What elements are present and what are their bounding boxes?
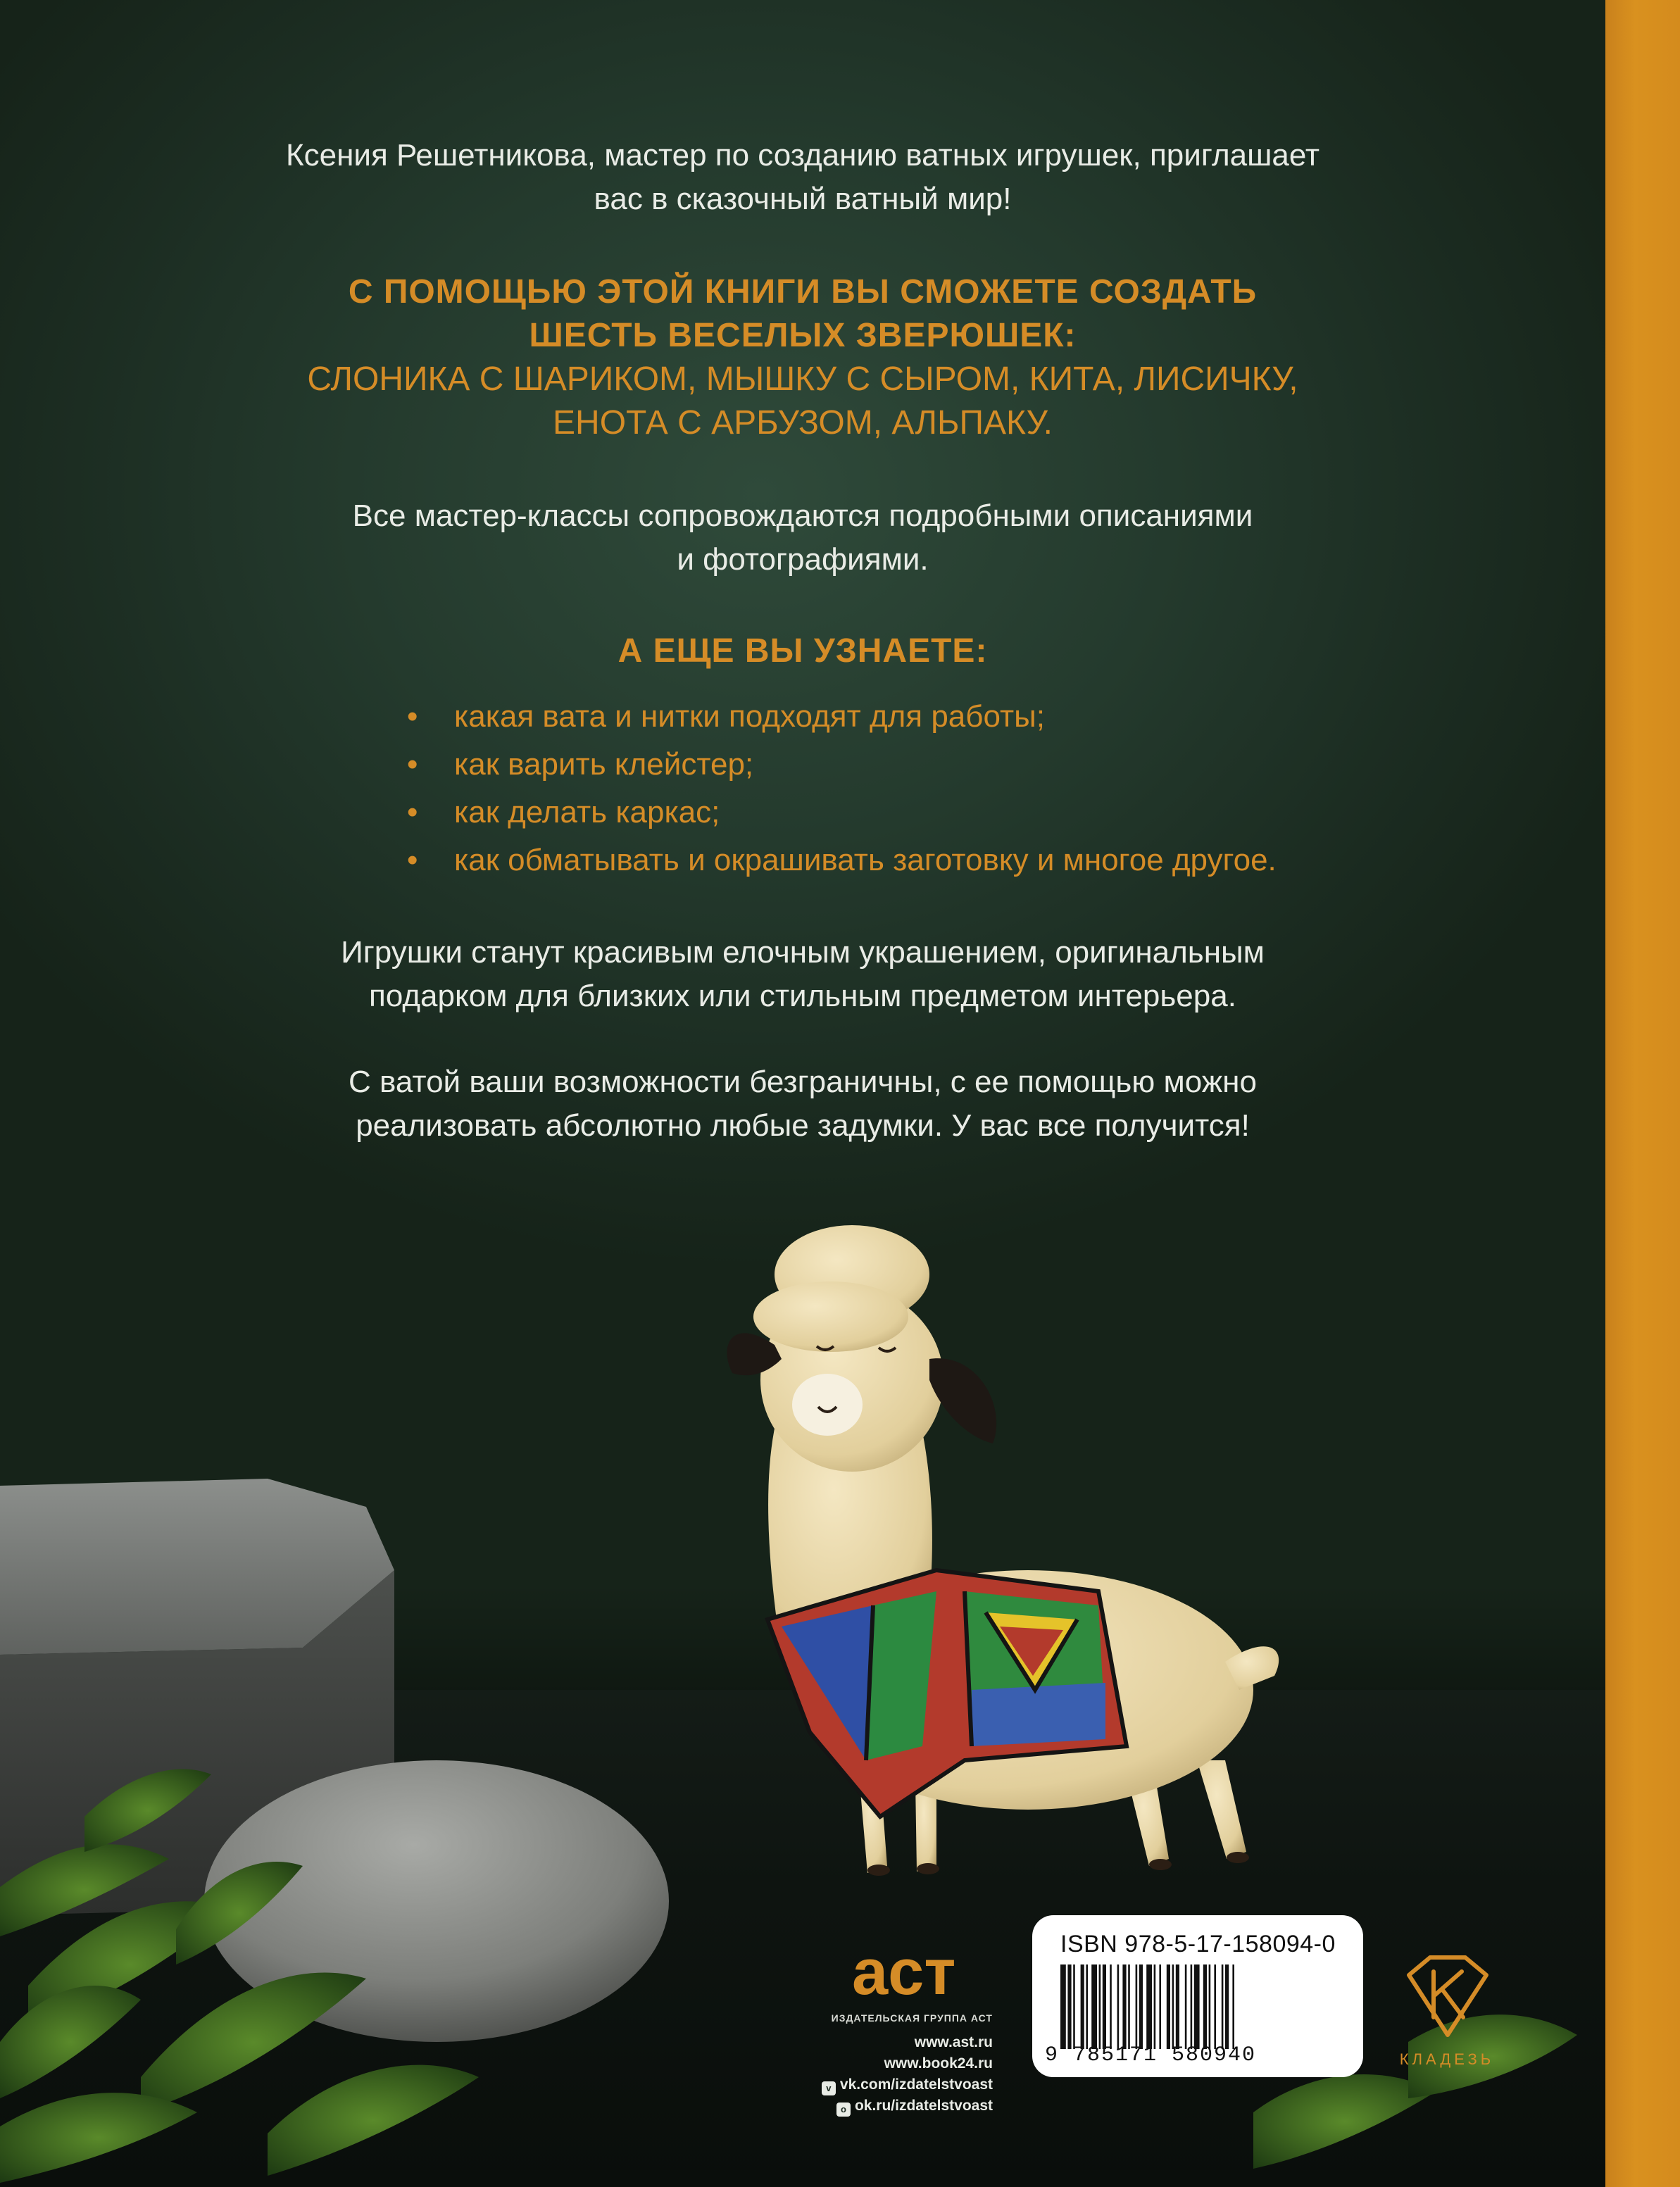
barcode-bar bbox=[1185, 1964, 1187, 2049]
animals-block bbox=[0, 270, 1605, 445]
intro-text bbox=[0, 134, 1605, 221]
list-item: • как делать каркас; bbox=[401, 789, 1277, 836]
closing-line-1: С ватой ваши возможности безграничны, с ее помощью можно bbox=[349, 1065, 1257, 1099]
ast-logo-text: аст bbox=[852, 1936, 956, 2008]
barcode-bar bbox=[1139, 1964, 1143, 2049]
barcode-bar bbox=[1167, 1964, 1170, 2049]
barcode-bar bbox=[1232, 1964, 1234, 2049]
barcode-bar bbox=[1067, 1964, 1071, 2049]
barcode-bar bbox=[1222, 1964, 1224, 2049]
bullet-icon: • bbox=[407, 699, 418, 734]
learn-list bbox=[401, 693, 1277, 884]
closing-text bbox=[0, 1060, 1605, 1148]
animals-heading-line-2: ШЕСТЬ ВЕСЕЛЫХ ЗВЕРЮШЕК: bbox=[529, 317, 1077, 354]
barcode-bar bbox=[1060, 1964, 1066, 2049]
ean-digits: 9 785171 580940 bbox=[1045, 2043, 1257, 2067]
alpaca-toy bbox=[727, 1225, 1279, 1876]
bullet-icon: • bbox=[407, 795, 418, 829]
barcode-panel bbox=[1032, 1915, 1363, 2077]
vk-icon: v bbox=[822, 2081, 836, 2095]
learn-heading: А ЕЩЕ ВЫ УЗНАЕТЕ: bbox=[618, 632, 988, 670]
list-item: • какая вата и нитки подходят для работы; bbox=[401, 693, 1277, 741]
barcode-bar bbox=[1214, 1964, 1216, 2049]
publisher-links bbox=[732, 2032, 993, 2117]
barcode-bar bbox=[1225, 1964, 1229, 2049]
toys-line-2: подарком для близких или стильным предметом интерьера. bbox=[369, 979, 1236, 1013]
barcode-bar bbox=[1203, 1964, 1207, 2049]
barcode-bar bbox=[1117, 1964, 1120, 2049]
barcode-bar bbox=[1099, 1964, 1101, 2049]
closing-line-2: реализовать абсолютно любые задумки. У вас все получится! bbox=[356, 1108, 1250, 1143]
barcode-bar bbox=[1154, 1964, 1156, 2049]
ast-logo bbox=[831, 1915, 1014, 2014]
ok-icon: o bbox=[836, 2103, 851, 2117]
diamond-k-logo-icon bbox=[1391, 1950, 1504, 2049]
barcode-bar bbox=[1110, 1964, 1112, 2049]
animals-heading-line-1: С ПОМОЩЬЮ ЭТОЙ КНИГИ ВЫ СМОЖЕТЕ СОЗДАТЬ bbox=[348, 273, 1258, 311]
barcode-icon bbox=[1060, 1964, 1335, 2049]
barcode-bar bbox=[1172, 1964, 1174, 2049]
book-spine-edge bbox=[1605, 0, 1680, 2187]
toys-text bbox=[0, 931, 1605, 1018]
barcode-bar bbox=[1081, 1964, 1084, 2049]
barcode-bar bbox=[1086, 1964, 1088, 2049]
intro-line-1: Ксения Решетникова, мастер по созданию ватных игрушек, приглашает bbox=[285, 138, 1320, 173]
classes-text bbox=[0, 494, 1605, 582]
list-item: • как варить клейстер; bbox=[401, 741, 1277, 789]
barcode-bar bbox=[1176, 1964, 1179, 2049]
toys-line-1: Игрушки станут красивым елочным украшением, оригинальным bbox=[341, 935, 1265, 970]
imprint-name: КЛАДЕЗЬ bbox=[1399, 2050, 1495, 2068]
vk-link[interactable]: v vk.com/izdatelstvoast bbox=[732, 2074, 993, 2095]
site-link-book24[interactable]: www.book24.ru bbox=[884, 2055, 993, 2072]
bullet-icon: • bbox=[407, 747, 418, 782]
barcode-bar bbox=[1159, 1964, 1161, 2049]
bullet-icon: • bbox=[407, 843, 418, 877]
classes-line-1: Все мастер-классы сопровождаются подробными описаниями bbox=[352, 499, 1253, 533]
intro-line-2: вас в сказочный ватный мир! bbox=[594, 182, 1012, 216]
barcode-bar bbox=[1194, 1964, 1200, 2049]
barcode-bar bbox=[1146, 1964, 1152, 2049]
barcode-bar bbox=[1073, 1964, 1075, 2049]
list-item: • как обматывать и окрашивать заготовку и многое другое. bbox=[401, 836, 1277, 884]
barcode-bar bbox=[1136, 1964, 1138, 2049]
animals-list-line-1: СЛОНИКА С ШАРИКОМ, МЫШКУ С СЫРОМ, КИТА, ЛИСИЧКУ, bbox=[307, 361, 1298, 398]
ok-link[interactable]: o ok.ru/izdatelstvoast bbox=[732, 2095, 993, 2117]
animals-list-line-2: ЕНОТА С АРБУЗОМ, АЛЬПАКУ. bbox=[553, 404, 1053, 441]
barcode-bar bbox=[1091, 1964, 1097, 2049]
publisher-caption: ИЗДАТЕЛЬСКАЯ ГРУППА АСТ bbox=[831, 2012, 993, 2024]
barcode-bar bbox=[1103, 1964, 1106, 2049]
barcode-bar bbox=[1128, 1964, 1130, 2049]
barcode-bar bbox=[1191, 1964, 1193, 2049]
classes-line-2: и фотографиями. bbox=[677, 542, 929, 577]
barcode-bar bbox=[1209, 1964, 1211, 2049]
site-link-ast[interactable]: www.ast.ru bbox=[914, 2034, 993, 2050]
isbn-number: ISBN 978-5-17-158094-0 bbox=[1060, 1931, 1336, 1957]
barcode-bar bbox=[1122, 1964, 1126, 2049]
